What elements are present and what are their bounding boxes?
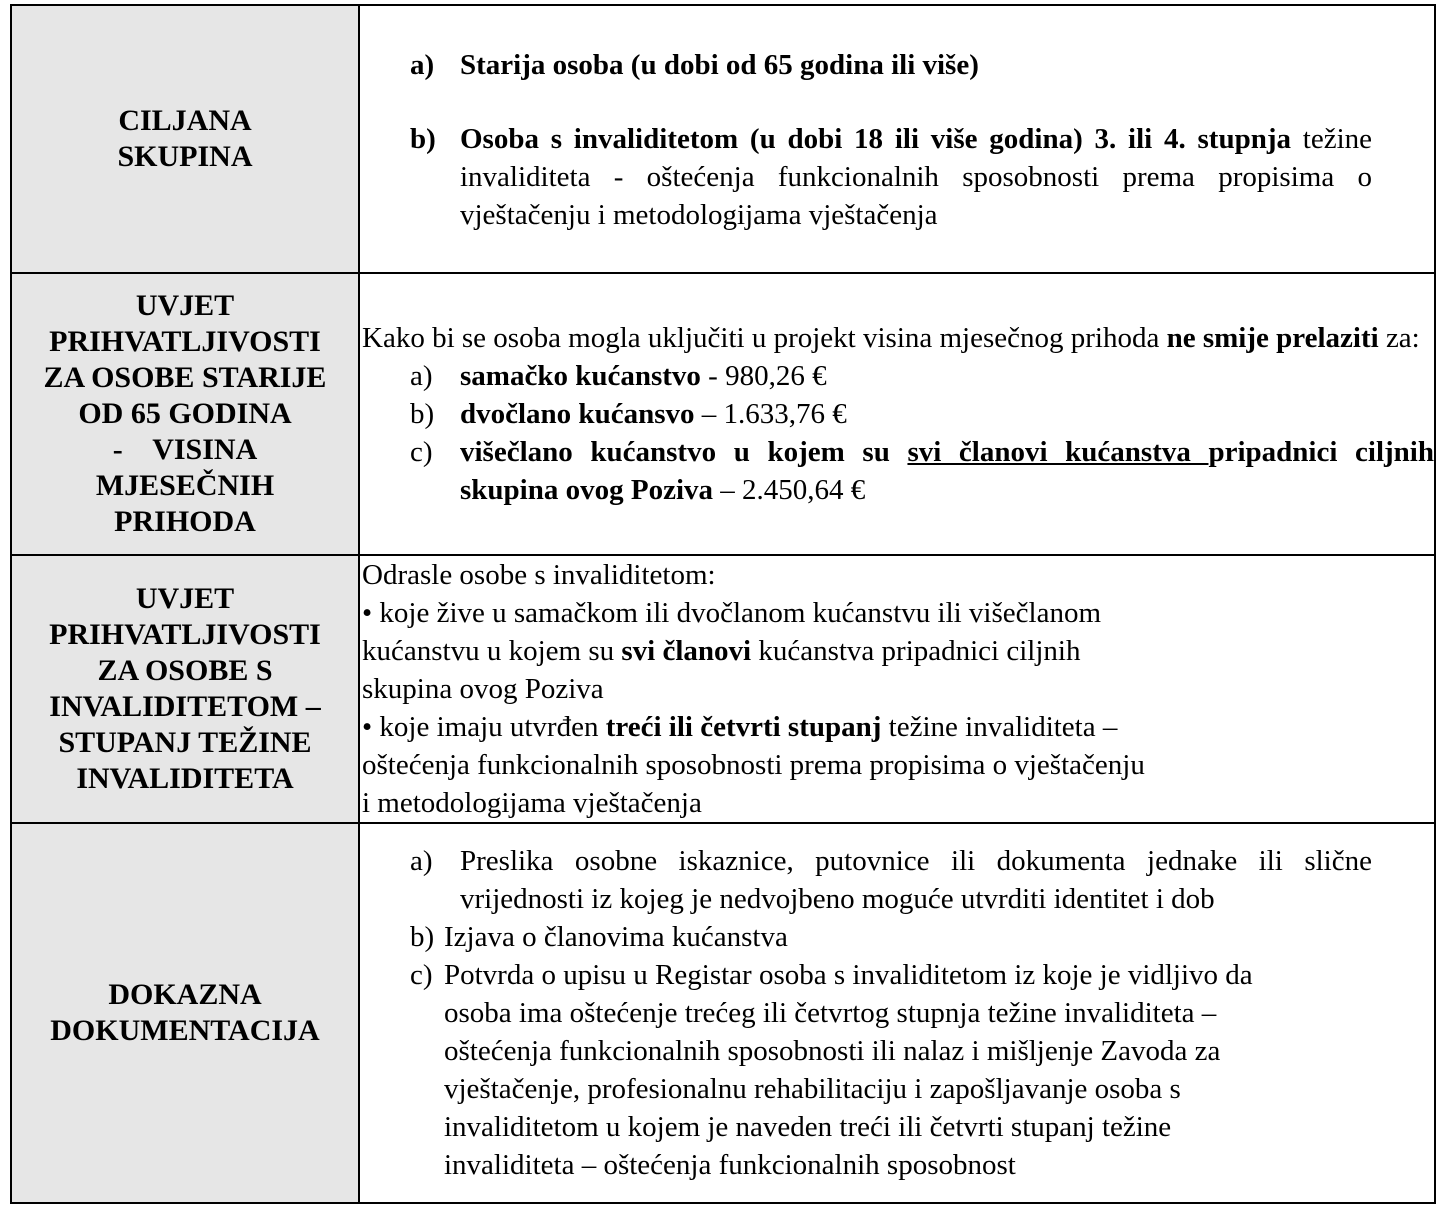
text-line: osoba ima oštećenje trećeg ili četvrtog stupnja težine invaliditeta – — [444, 997, 1217, 1029]
list-item-text — [460, 120, 1372, 234]
label-line: UVJET — [135, 582, 235, 615]
list-item-text — [460, 395, 1434, 433]
label-line: - VISINA — [112, 433, 258, 466]
list-item — [410, 433, 1434, 509]
text-line: oštećenja funkcionalnih sposobnosti ili nalaz i mišljenje Zavoda za — [444, 1035, 1221, 1067]
bold-text: treći ili četvrti stupanj — [605, 711, 882, 743]
normal-text: Kako bi se osoba mogla uključiti u projekt visina mjesečnog prihoda — [362, 322, 1167, 354]
income-list — [362, 357, 1434, 509]
label-line: OD 65 GODINA — [78, 397, 292, 430]
bold-text: Osoba s invaliditetom (u dobi 18 ili više godina) 3. ili 4. stupnja — [460, 123, 1291, 155]
label-line: UVJET — [135, 289, 235, 322]
bold-text: pripadnici ciljnih skupina ovog Poziva — [460, 436, 1434, 506]
list-item — [410, 46, 1372, 84]
normal-text: težine invaliditeta - oštećenja funkcionalnih sposobnosti prema propisima o vještačenju i metodologijama vještačenja — [460, 123, 1373, 231]
text-line: vještačenje, profesionalnu rehabilitaciju i zapošljavanje osoba s — [444, 1073, 1181, 1105]
list-marker: c) — [410, 436, 433, 468]
eligibility-table — [10, 4, 1436, 1204]
list-item-text: Starija osoba (u dobi od 65 godina ili više) — [460, 49, 979, 81]
bullet-line: • koje žive u samačkom ili dvočlanom kućanstvu ili višečlanom — [362, 597, 1102, 629]
list-item — [410, 357, 1434, 395]
label-disability-eligibility — [11, 555, 359, 823]
label-line: CILJANA — [118, 104, 252, 137]
list-marker: a) — [410, 360, 433, 392]
row-documentation — [11, 823, 1435, 1203]
label-line: ZA OSOBE STARIJE — [43, 361, 327, 394]
list-item — [410, 918, 1372, 956]
list-marker: a) — [410, 845, 433, 877]
list-marker: b) — [410, 398, 435, 430]
label-line: DOKAZNA — [108, 978, 262, 1011]
label-line: DOKUMENTACIJA — [50, 1014, 320, 1047]
label-line: INVALIDITETOM – — [49, 690, 321, 723]
text-line: Odrasle osobe s invaliditetom: — [362, 559, 716, 591]
normal-text: – 1.633,76 € — [694, 398, 847, 430]
list-marker: c) — [410, 959, 433, 991]
text-line: skupina ovog Poziva — [362, 673, 604, 705]
label-line: PRIHVATLJIVOSTI — [49, 618, 321, 651]
label-line: STUPANJ TEŽINE — [58, 726, 312, 759]
list-marker: b) — [410, 123, 436, 155]
text-line — [362, 632, 1434, 670]
list-marker: b) — [410, 921, 435, 953]
text-line: Potvrda o upisu u Registar osoba s invaliditetom iz koje je vidljivo da — [444, 959, 1253, 991]
bold-underlined-text: svi članovi kućanstva — [907, 436, 1209, 468]
list-item-text — [460, 357, 1434, 395]
normal-text: - 980,26 € — [700, 360, 827, 392]
text-line: invaliditetom u kojem je naveden treći ili četvrti stupanj težine — [444, 1111, 1172, 1143]
label-income-eligibility — [11, 273, 359, 555]
content-target-group — [359, 5, 1435, 273]
normal-text: – 2.450,64 € — [713, 474, 866, 506]
label-line: PRIHODA — [114, 505, 256, 538]
row-disability-eligibility — [11, 555, 1435, 823]
label-line: ZA OSOBE S — [97, 654, 273, 687]
list-item — [410, 842, 1372, 918]
list-item — [410, 395, 1434, 433]
label-line: SKUPINA — [117, 140, 253, 173]
text-line: invaliditeta – oštećenja funkcionalnih sposobnost — [444, 1149, 1016, 1181]
list-item-text: Izjava o članovima kućanstva — [444, 921, 788, 953]
normal-text: težine invaliditeta – — [881, 711, 1118, 743]
list-item-text: Preslika osobne iskaznice, putovnice ili dokumenta jednake ili slične vrijednosti iz kojeg je nedvojbeno moguće utvrditi identitet i dob — [460, 845, 1372, 915]
label-line: MJESEČNIH — [95, 469, 275, 502]
list-item-text — [444, 956, 1372, 1184]
normal-text: kućanstvu u kojem su — [362, 635, 622, 667]
normal-text: za: — [1378, 322, 1420, 354]
list-item — [410, 956, 1372, 1184]
label-documentation — [11, 823, 359, 1203]
list-item — [410, 120, 1372, 234]
content-disability-eligibility — [359, 555, 1435, 823]
label-line: INVALIDITETA — [76, 762, 294, 795]
bold-text: višečlano kućanstvo u kojem su — [460, 436, 908, 468]
list-item-text — [460, 433, 1434, 509]
row-target-group — [11, 5, 1435, 273]
content-income-eligibility — [359, 273, 1435, 555]
label-line: PRIHVATLJIVOSTI — [49, 325, 321, 358]
content-documentation — [359, 823, 1435, 1203]
bold-text: svi članovi — [621, 635, 752, 667]
bullet-line — [362, 708, 1434, 746]
bold-text: ne smije prelaziti — [1166, 322, 1379, 354]
label-target-group — [11, 5, 359, 273]
bold-text: dvočlano kućansvo — [460, 398, 695, 430]
text-line: i metodologijama vještačenja — [362, 787, 702, 819]
text-line: oštećenja funkcionalnih sposobnosti prema propisima o vještačenju — [362, 749, 1145, 781]
bold-text: samačko kućanstvo — [460, 360, 701, 392]
list-marker: a) — [410, 49, 435, 81]
row-income-eligibility — [11, 273, 1435, 555]
normal-text: kućanstva pripadnici ciljnih — [751, 635, 1081, 667]
normal-text: • koje imaju utvrđen — [362, 711, 606, 743]
intro-paragraph — [362, 319, 1434, 357]
